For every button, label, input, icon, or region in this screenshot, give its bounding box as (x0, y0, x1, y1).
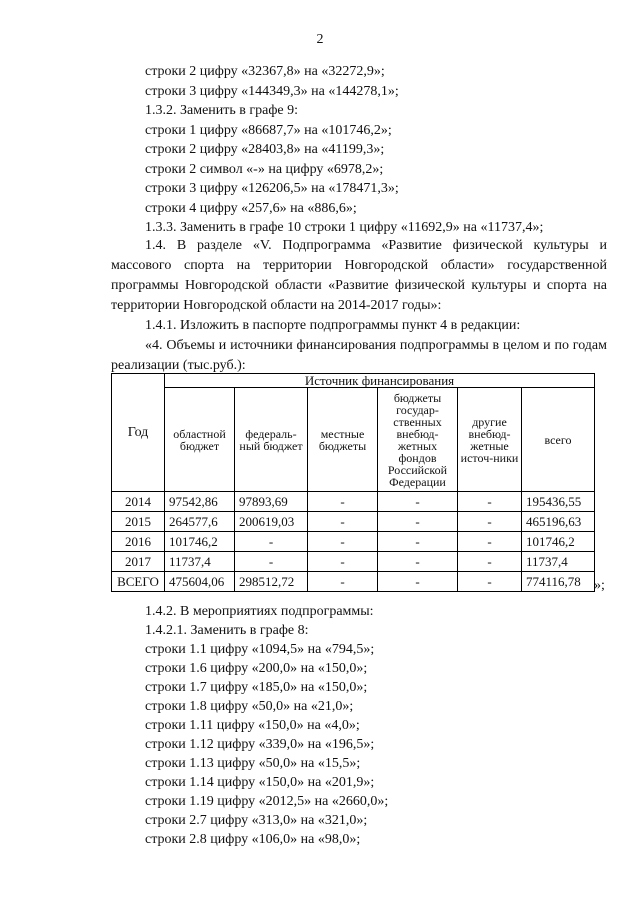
section-paragraph: 1.4. В разделе «V. Подпрограмма «Развитие физической культуры и массового спорта на территории Новгородской области» государственной программы Новгородской области «Развитие физической культуры и спорта на территории Новгородской области на 2014-2017 годы»: (111, 238, 607, 313)
amendment-line: строки 1.13 цифру «50,0» на «15,5»; (145, 756, 361, 771)
amendment-line: строки 1.11 цифру «150,0» на «4,0»; (145, 718, 360, 733)
year-cell: 2014 (112, 492, 165, 512)
local-budget-cell: - (308, 552, 378, 572)
source-header: Источник финансирования (165, 374, 595, 388)
regional-budget-cell: 475604,06 (165, 572, 235, 592)
amendment-line: строки 1.19 цифру «2012,5» на «2660,0»; (145, 794, 389, 809)
column-header: другие внебюд-жетные источ-ники (458, 388, 522, 492)
table-row (112, 552, 595, 572)
sub-paragraph: 1.4.1. Изложить в паспорте подпрограммы пункт 4 в редакции: (145, 318, 521, 333)
federal-budget-cell: - (235, 532, 308, 552)
amendment-line: строки 2 цифру «32367,8» на «32272,9»; (145, 64, 385, 79)
amendment-heading: 1.3.2. Заменить в графе 9: (145, 103, 299, 118)
federal-budget-cell: 200619,03 (235, 512, 308, 532)
column-header: бюджеты государ-ственных внебюд-жетных фондов Российской Федерации (378, 388, 458, 492)
federal-budget-cell: - (235, 552, 308, 572)
amendment-line: строки 2.8 цифру «106,0» на «98,0»; (145, 832, 361, 847)
total-cell: 465196,63 (522, 512, 595, 532)
total-cell: 774116,78 (522, 572, 595, 592)
regional-budget-cell: 264577,6 (165, 512, 235, 532)
other-sources-cell: - (458, 512, 522, 532)
other-sources-cell: - (458, 532, 522, 552)
year-cell: ВСЕГО (112, 572, 165, 592)
table-row (112, 532, 595, 552)
local-budget-cell: - (308, 532, 378, 552)
state-funds-cell: - (378, 572, 458, 592)
amendment-line: строки 3 цифру «126206,5» на «178471,3»; (145, 181, 399, 196)
section-block (111, 236, 607, 376)
state-funds-cell: - (378, 492, 458, 512)
amendment-line: строки 1.12 цифру «339,0» на «196,5»; (145, 737, 375, 752)
year-cell: 2015 (112, 512, 165, 532)
quote-paragraph: «4. Объемы и источники финансирования подпрограммы в целом и по годам реализации (тыс.руб.): (111, 338, 607, 373)
amendment-heading: 1.4.2.1. Заменить в графе 8: (145, 623, 309, 638)
total-cell: 11737,4 (522, 552, 595, 572)
amendment-line: строки 1.1 цифру «1094,5» на «794,5»; (145, 642, 375, 657)
year-cell: 2017 (112, 552, 165, 572)
federal-budget-cell: 298512,72 (235, 572, 308, 592)
table-closing-quote: »; (594, 578, 605, 593)
regional-budget-cell: 97542,86 (165, 492, 235, 512)
column-header: местные бюджеты (308, 388, 378, 492)
amendment-line: строки 2 цифру «28403,8» на «41199,3»; (145, 142, 385, 157)
column-header: федераль-ный бюджет (235, 388, 308, 492)
financing-table (111, 373, 595, 592)
local-budget-cell: - (308, 492, 378, 512)
amendment-line: строки 2 символ «-» на цифру «6978,2»; (145, 162, 384, 177)
page-number: 2 (316, 32, 324, 47)
amendment-line: строки 1.8 цифру «50,0» на «21,0»; (145, 699, 354, 714)
amendment-line: строки 1 цифру «86687,7» на «101746,2»; (145, 123, 392, 138)
table-row (112, 512, 595, 532)
total-cell: 195436,55 (522, 492, 595, 512)
local-budget-cell: - (308, 572, 378, 592)
state-funds-cell: - (378, 552, 458, 572)
column-header: областной бюджет (165, 388, 235, 492)
column-header: всего (522, 388, 595, 492)
amendment-heading: 1.3.3. Заменить в графе 10 строки 1 цифру «11692,9» на «11737,4»; (145, 220, 544, 235)
other-sources-cell: - (458, 492, 522, 512)
amendment-line: строки 4 цифру «257,6» на «886,6»; (145, 201, 357, 216)
other-sources-cell: - (458, 552, 522, 572)
total-cell: 101746,2 (522, 532, 595, 552)
other-sources-cell: - (458, 572, 522, 592)
year-cell: 2016 (112, 532, 165, 552)
table-row (112, 572, 595, 592)
amendment-line: строки 1.6 цифру «200,0» на «150,0»; (145, 661, 368, 676)
amendment-heading: 1.4.2. В мероприятиях подпрограммы: (145, 604, 374, 619)
amendment-line: строки 3 цифру «144349,3» на «144278,1»; (145, 84, 399, 99)
federal-budget-cell: 97893,69 (235, 492, 308, 512)
regional-budget-cell: 11737,4 (165, 552, 235, 572)
amendment-line: строки 1.7 цифру «185,0» на «150,0»; (145, 680, 368, 695)
year-header: Год (112, 374, 165, 492)
amendment-line: строки 2.7 цифру «313,0» на «321,0»; (145, 813, 368, 828)
table-row (112, 492, 595, 512)
state-funds-cell: - (378, 532, 458, 552)
local-budget-cell: - (308, 512, 378, 532)
regional-budget-cell: 101746,2 (165, 532, 235, 552)
amendment-line: строки 1.14 цифру «150,0» на «201,9»; (145, 775, 375, 790)
state-funds-cell: - (378, 512, 458, 532)
